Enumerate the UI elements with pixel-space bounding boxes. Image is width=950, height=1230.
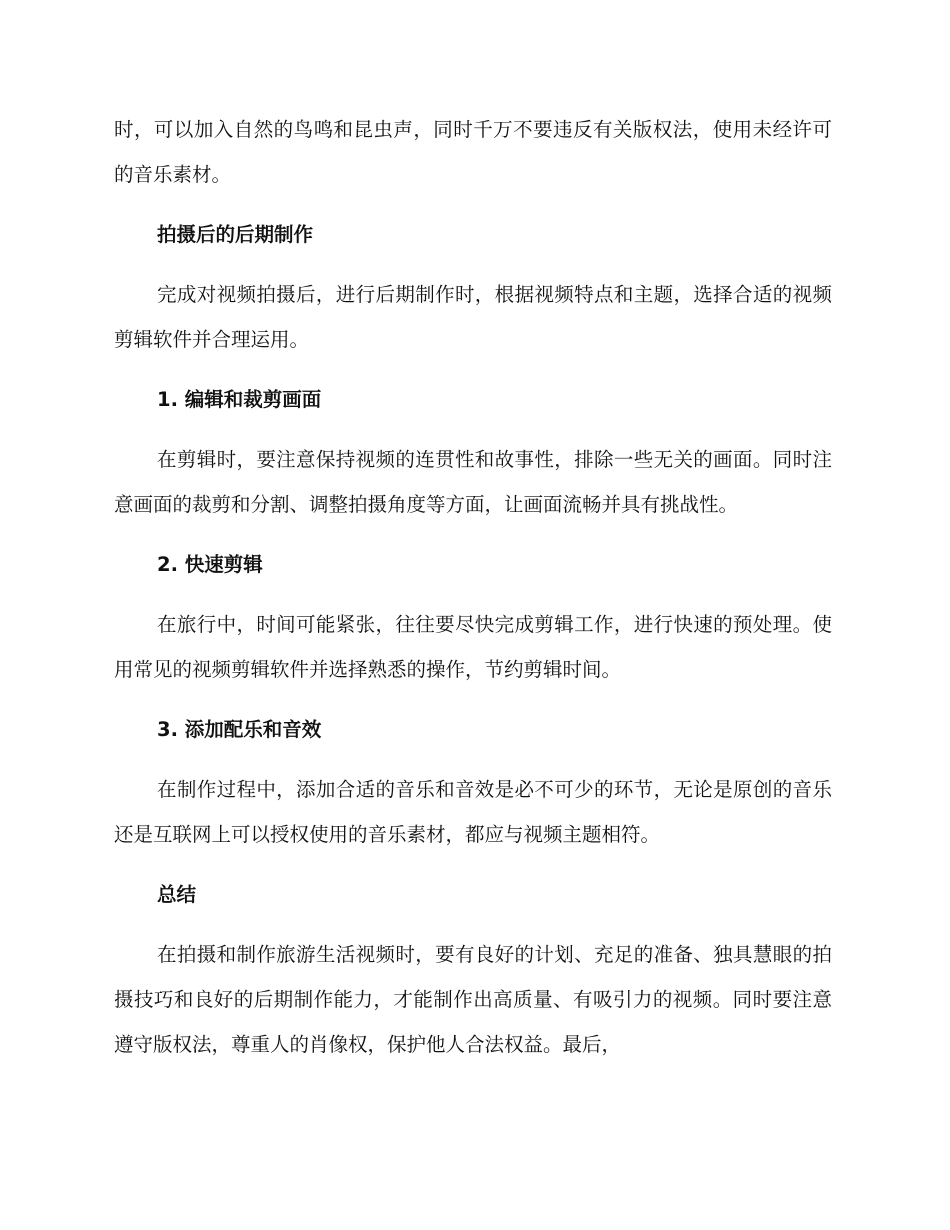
paragraph-post-production: 完成对视频拍摄后，进行后期制作时，根据视频特点和主题，选择合适的视频剪辑软件并合理运用。 [114, 283, 832, 351]
section-heading-quick-edit: 2. 快速剪辑 [157, 553, 263, 576]
section-heading-post-production: 拍摄后的后期制作 [157, 223, 314, 246]
section-heading-summary: 总结 [157, 883, 197, 906]
paragraph-quick-edit: 在旅行中，时间可能紧张，往往要尽快完成剪辑工作，进行快速的预处理。使用常见的视频剪辑软件并选择熟悉的操作，节约剪辑时间。 [114, 613, 832, 681]
section-heading-music-effects: 3. 添加配乐和音效 [157, 718, 322, 741]
section-heading-edit-crop: 1. 编辑和裁剪画面 [157, 388, 322, 411]
document-page [114, 107, 832, 1067]
paragraph-music-effects: 在制作过程中，添加合适的音乐和音效是必不可少的环节，无论是原创的音乐还是互联网上可以授权使用的音乐素材，都应与视频主题相符。 [114, 778, 832, 846]
paragraph-continuation: 时，可以加入自然的鸟鸣和昆虫声，同时千万不要违反有关版权法，使用未经许可的音乐素材。 [114, 118, 832, 186]
paragraph-summary: 在拍摄和制作旅游生活视频时，要有良好的计划、充足的准备、独具慧眼的拍摄技巧和良好的后期制作能力，才能制作出高质量、有吸引力的视频。同时要注意遵守版权法，尊重人的肖像权，保护他人合法权益。最后， [114, 943, 832, 1056]
paragraph-edit-crop: 在剪辑时，要注意保持视频的连贯性和故事性，排除一些无关的画面。同时注意画面的裁剪和分割、调整拍摄角度等方面，让画面流畅并具有挑战性。 [114, 448, 832, 516]
